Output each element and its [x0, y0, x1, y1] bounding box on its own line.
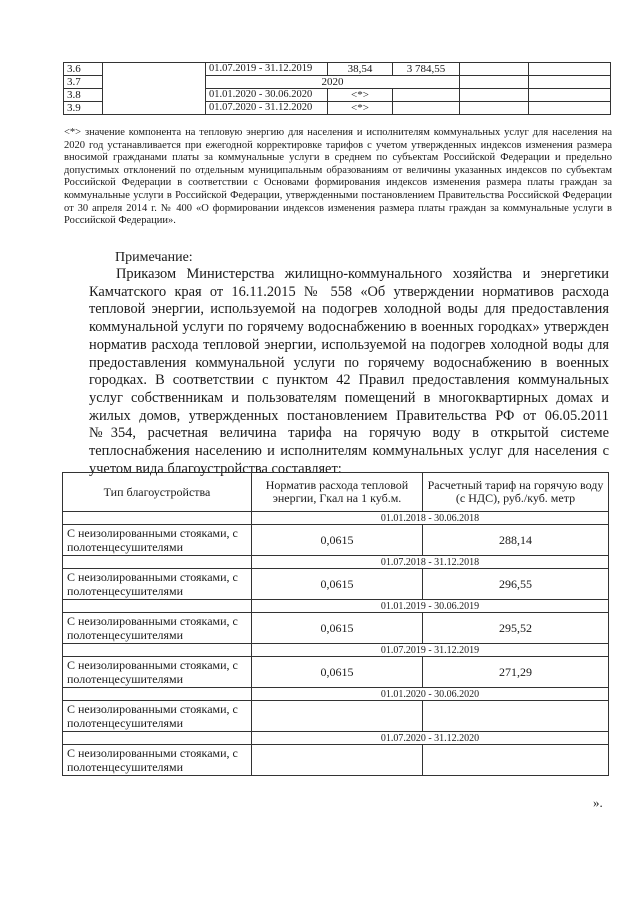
row-number: 3.9 — [64, 102, 103, 115]
empty-cell — [460, 89, 529, 102]
hot-water-tariff-table — [62, 472, 609, 776]
type-cell: С неизолированными стояками, с полотенцесушителями — [63, 745, 252, 776]
empty-cell — [460, 76, 529, 89]
norm-cell — [252, 701, 423, 732]
row-number: 3.7 — [64, 76, 103, 89]
empty-cell — [460, 63, 529, 76]
type-cell: С неизолированными стояками, с полотенцесушителями — [63, 701, 252, 732]
empty-cell — [529, 89, 611, 102]
period-label: 01.07.2019 - 31.12.2019 — [252, 644, 609, 657]
tariff-cell: 296,55 — [423, 569, 609, 600]
footnote-text: <*> значение компонента на тепловую энергию для населения и исполнителям коммунальных услуг для населения на 2020 год устанавливается при ежегодной корректировке тарифов с учетом утвержденных индексов изменения размера вносимой гражданами платы за коммунальные услуги в среднем по субъектам Российской Федерации и предельно допустимых отклонений по отдельным муниципальным образованиям от величины указанных индексов по субъектам Российской Федерации в соответствии с Основами формирования индексов изменения размера платы граждан за коммунальные услуги в Российской Федерации, утвержденными постановлением Правительства Российской Федерации от 30 апреля 2014 г. № 400 «О формировании индексов изменения размера платы граждан за коммунальные услуги в Российской Федерации». — [64, 127, 612, 227]
norm-cell: 0,0615 — [252, 525, 423, 556]
table-row — [63, 525, 609, 556]
empty-cell — [529, 63, 611, 76]
period-label: 01.01.2020 - 30.06.2020 — [252, 688, 609, 701]
norm-cell — [252, 745, 423, 776]
period-label: 01.01.2018 - 30.06.2018 — [252, 512, 609, 525]
type-cell: С неизолированными стояками, с полотенцесушителями — [63, 657, 252, 688]
header-norm: Норматив расхода тепловой энергии, Гкал на 1 куб.м. — [252, 473, 423, 512]
header-type: Тип благоустройства — [63, 473, 252, 512]
period-left-blank — [63, 644, 252, 657]
value-cell: <*> — [328, 102, 393, 115]
norm-cell: 0,0615 — [252, 613, 423, 644]
value-cell: <*> — [328, 89, 393, 102]
period-label: 01.07.2020 - 31.12.2020 — [252, 732, 609, 745]
table-row — [63, 613, 609, 644]
row-number: 3.8 — [64, 89, 103, 102]
value-cell: 38,54 — [328, 63, 393, 76]
type-cell: С неизолированными стояками, с полотенцесушителями — [63, 613, 252, 644]
row-number: 3.6 — [64, 63, 103, 76]
year-cell: 2020 — [206, 76, 460, 89]
tariff-cell: 295,52 — [423, 613, 609, 644]
table-row — [63, 745, 609, 776]
table-row — [63, 657, 609, 688]
empty-cell — [529, 102, 611, 115]
value-cell — [393, 102, 460, 115]
norm-cell: 0,0615 — [252, 569, 423, 600]
period-label: 01.07.2018 - 31.12.2018 — [252, 556, 609, 569]
period-left-blank — [63, 512, 252, 525]
period-left-blank — [63, 732, 252, 745]
tariff-cell: 288,14 — [423, 525, 609, 556]
period-cell: 01.07.2020 - 31.12.2020 — [206, 102, 328, 115]
type-cell: С неизолированными стояками, с полотенцесушителями — [63, 525, 252, 556]
period-row — [63, 556, 609, 569]
empty-cell — [460, 102, 529, 115]
period-row — [63, 644, 609, 657]
table-header-row — [63, 473, 609, 512]
header-tariff: Расчетный тариф на горячую воду (с НДС), руб./куб. метр — [423, 473, 609, 512]
note-heading: Примечание: — [115, 250, 193, 265]
tariff-cell — [423, 745, 609, 776]
period-row — [63, 512, 609, 525]
value-cell — [393, 89, 460, 102]
table-row — [63, 569, 609, 600]
top-tariff-table — [63, 62, 611, 115]
closing-quote: ». — [593, 795, 603, 810]
period-cell: 01.01.2020 - 30.06.2020 — [206, 89, 328, 102]
note-body-paragraph: Приказом Министерства жилищно-коммунального хозяйства и энергетики Камчатского края от 16.11.2015 № 558 «Об утверждении нормативов расхода тепловой энергии, используемой на подогрев холодной воды для предоставления коммунальной услуги по горячему водоснабжению в военных городках» утвержден норматив расхода тепловой энергии, используемой на подогрев холодной воды для предоставления коммунальной услуги по горячему водоснабжению в военных городках. В соответствии с пунктом 42 Правил предоставления коммунальных услуг собственникам и пользователям помещений в многоквартирных домах и жилых домов, утвержденных постановлением Правительства РФ от 06.05.2011 №354, расчетная величина тарифа на горячую воду в открытой системе теплоснабжения населению и исполнителям коммунальных услуг для населения с учетом вида благоустройства составляет: — [89, 266, 609, 477]
tariff-cell: 271,29 — [423, 657, 609, 688]
period-left-blank — [63, 600, 252, 613]
period-cell: 01.07.2019 - 31.12.2019 — [206, 63, 328, 76]
empty-cell — [529, 76, 611, 89]
empty-cell — [103, 63, 206, 115]
table-row — [63, 701, 609, 732]
tariff-cell — [423, 701, 609, 732]
period-row — [63, 688, 609, 701]
norm-cell: 0,0615 — [252, 657, 423, 688]
period-row — [63, 600, 609, 613]
table-row — [64, 63, 611, 76]
period-left-blank — [63, 688, 252, 701]
type-cell: С неизолированными стояками, с полотенцесушителями — [63, 569, 252, 600]
value-cell: 3 784,55 — [393, 63, 460, 76]
period-label: 01.01.2019 - 30.06.2019 — [252, 600, 609, 613]
period-left-blank — [63, 556, 252, 569]
period-row — [63, 732, 609, 745]
